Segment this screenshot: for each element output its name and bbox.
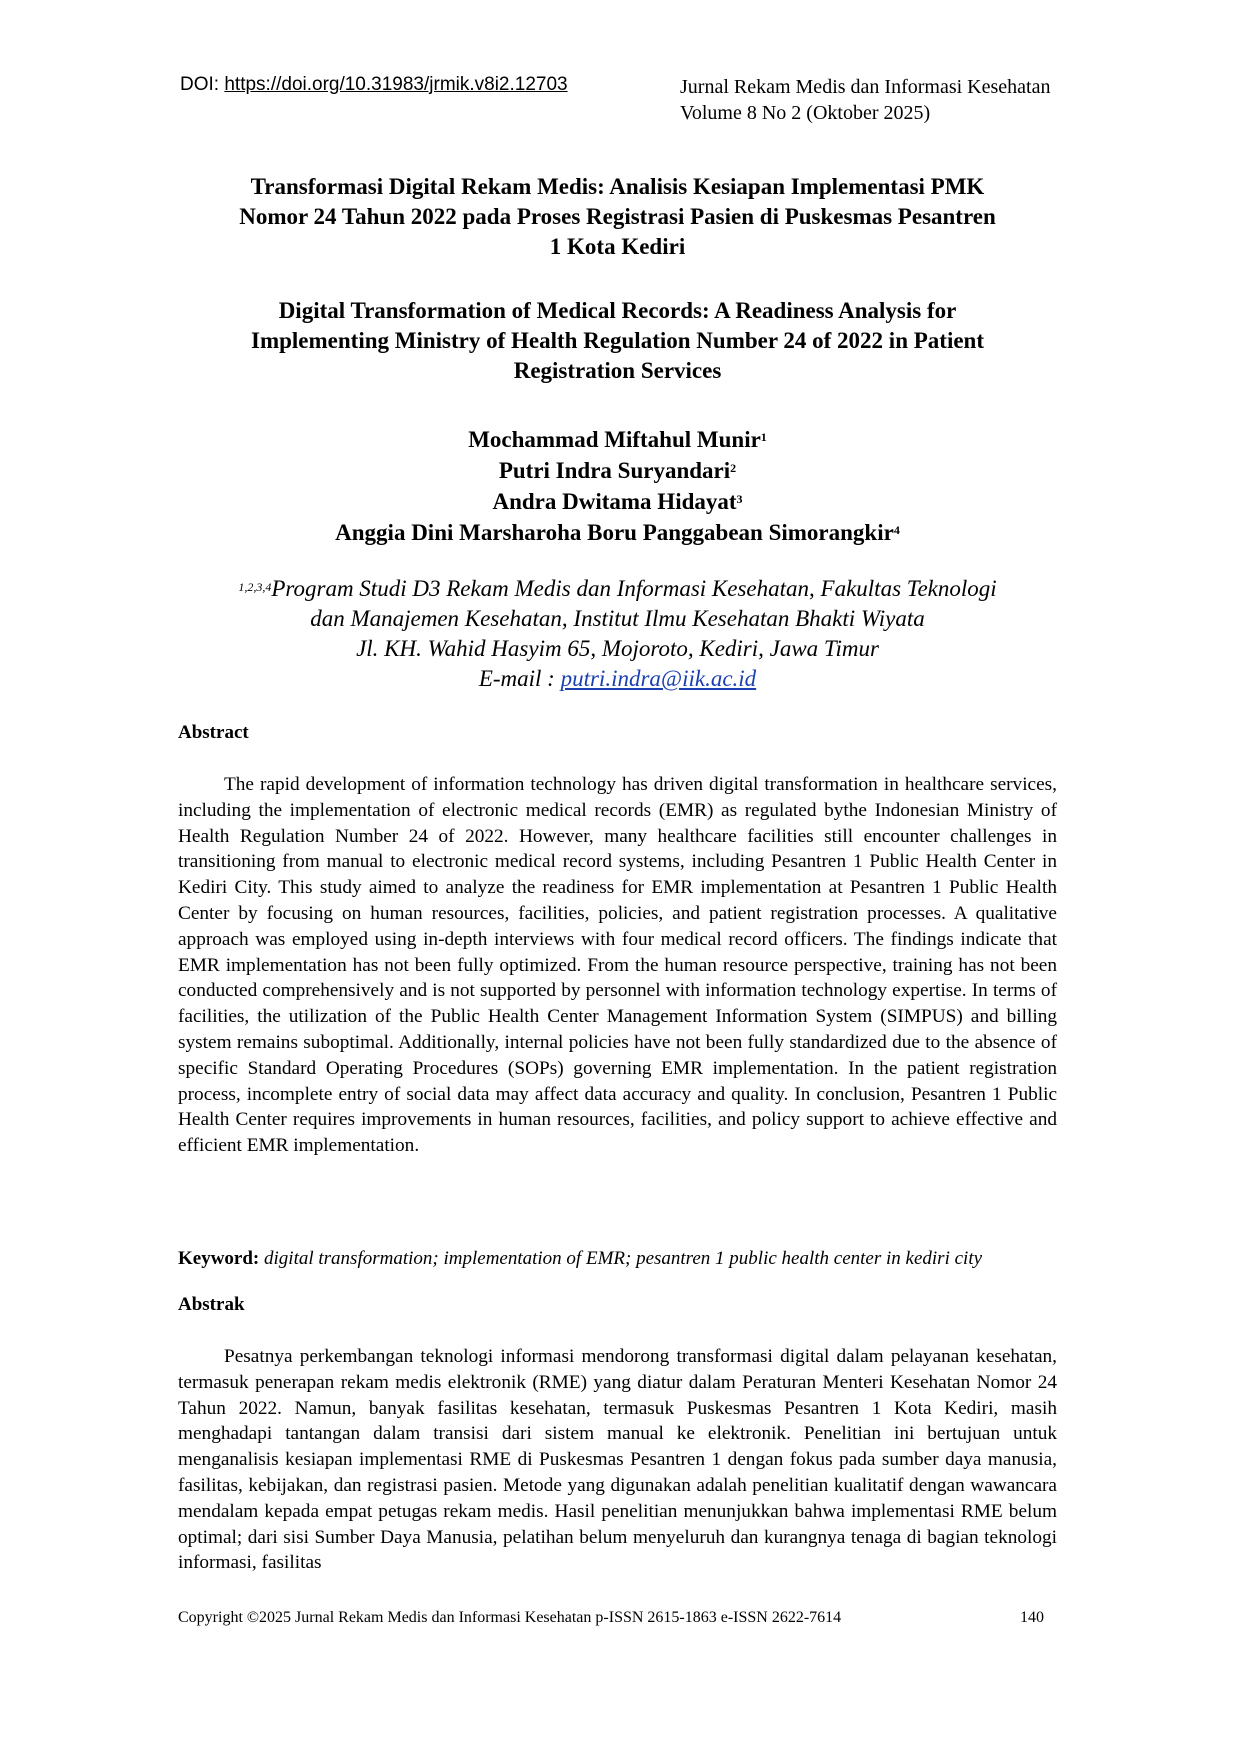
abstrak-body: Pesatnya perkembangan teknologi informasi mendorong transformasi digital dalam pelayanan kesehatan, termasuk penerapan rekam medis elektronik (RME) yang diatur dalam Peraturan Menteri Kesehatan Nomor 24 Tahun 2022. Namun, banyak fasilitas kesehatan, termasuk Puskesmas Pesantren 1 Kota Kediri, masih menghadapi tantangan dalam transisi dari sistem manual ke elektronik. Penelitian ini bertujuan untuk menganalisis kesiapan implementasi RME di Puskesmas Pesantren 1 dengan fokus pada sumber daya manusia, fasilitas, kebijakan, dan registrasi pasien. Metode yang digunakan adalah penelitian kualitatif dengan wawancara mendalam kepada empat petugas rekam medis. Hasil penelitian menunjukkan bahwa implementasi RME belum optimal; dari sisi Sumber Daya Manusia, pelatihan belum menyeluruh dan kurangnya tenaga di bagian teknologi informasi, fasilitas — [178, 1346, 1057, 1574]
email-label: E-mail : — [478, 666, 561, 691]
author-list — [160, 424, 1075, 548]
affiliation-email-line — [160, 664, 1075, 694]
doi-link[interactable]: https://doi.org/10.31983/jrmik.v8i2.12703 — [224, 74, 568, 95]
author-name: Andra Dwitama Hidayat$^3$ — [492, 489, 743, 514]
affiliation — [160, 574, 1075, 694]
title-en-line: Registration Services — [513, 358, 722, 383]
title-id-line: 1 Kota Kediri — [549, 234, 686, 259]
journal-volume: Volume 8 No 2 (Oktober 2025) — [680, 102, 931, 124]
doi-line — [180, 74, 568, 96]
affiliation-line: $^{1,2,3,4}$Program Studi D3 Rekam Medis dan Informasi Kesehatan, Fakultas Teknologi — [238, 576, 997, 601]
keyword-line — [178, 1248, 982, 1270]
title-indonesian — [160, 172, 1075, 262]
page-number: 140 — [1020, 1609, 1044, 1626]
doi-prefix: DOI: — [180, 74, 225, 95]
affiliation-address: Jl. KH. Wahid Hasyim 65, Mojoroto, Kediri, Jawa Timur — [356, 636, 879, 661]
title-en-line: Implementing Ministry of Health Regulation Number 24 of 2022 in Patient — [251, 328, 984, 353]
affiliation-line: dan Manajemen Kesehatan, Institut Ilmu Kesehatan Bhakti Wiyata — [310, 606, 925, 631]
abstract-heading: Abstract — [178, 722, 249, 743]
title-id-line: Nomor 24 Tahun 2022 pada Proses Registrasi Pasien di Puskesmas Pesantren — [239, 204, 996, 229]
author-name: Anggia Dini Marsharoha Boru Panggabean Simorangkir$^4$ — [335, 520, 900, 545]
keyword-text: digital transformation; implementation of EMR; pesantren 1 public health center in kediri city — [259, 1248, 983, 1269]
title-id-line: Transformasi Digital Rekam Medis: Analisis Kesiapan Implementasi PMK — [250, 174, 985, 199]
author-name: Putri Indra Suryandari$^2$ — [498, 458, 737, 483]
title-en-line: Digital Transformation of Medical Records: A Readiness Analysis for — [278, 298, 957, 323]
affiliation-sup: 1,2,3,4 — [238, 580, 272, 594]
keyword-label: Keyword: — [178, 1248, 260, 1269]
abstrak-heading: Abstrak — [178, 1294, 245, 1315]
journal-header — [680, 74, 1050, 126]
title-english — [160, 296, 1075, 386]
email-link[interactable]: putri.indra@iik.ac.id — [560, 666, 757, 691]
journal-name: Jurnal Rekam Medis dan Informasi Kesehatan — [680, 76, 1051, 98]
abstract-body: The rapid development of information technology has driven digital transformation in healthcare services, including the implementation of electronic medical records (EMR) as regulated bythe Indonesian Ministry of Health Regulation Number 24 of 2022. However, many healthcare facilities still encounter challenges in transitioning from manual to electronic medical record systems, including Pesantren 1 Public Health Center in Kediri City. This study aimed to analyze the readiness for EMR implementation at Pesantren 1 Public Health Center by focusing on human resources, facilities, policies, and patient registration processes. A qualitative approach was employed using in-depth interviews with four medical record officers. The findings indicate that EMR implementation has not been fully optimized. From the human resource perspective, training has not been conducted comprehensively and is not supported by personnel with information technology expertise. In terms of facilities, the utilization of the Public Health Center Management Information System (SIMPUS) and billing system remains suboptimal. Additionally, internal policies have not been fully standardized due to the absence of specific Standard Operating Procedures (SOPs) governing EMR implementation. In the patient registration process, incomplete entry of social data may affect data accuracy and quality. In conclusion, Pesantren 1 Public Health Center requires improvements in human resources, facilities, and policy support to achieve effective and efficient EMR implementation. — [178, 774, 1057, 1157]
copyright-footer: Copyright ©2025 Jurnal Rekam Medis dan Informasi Kesehatan p-ISSN 2615-1863 e-ISSN 2622-7614 — [178, 1609, 842, 1626]
author-name: Mochammad Miftahul Munir$^1$ — [468, 427, 767, 452]
